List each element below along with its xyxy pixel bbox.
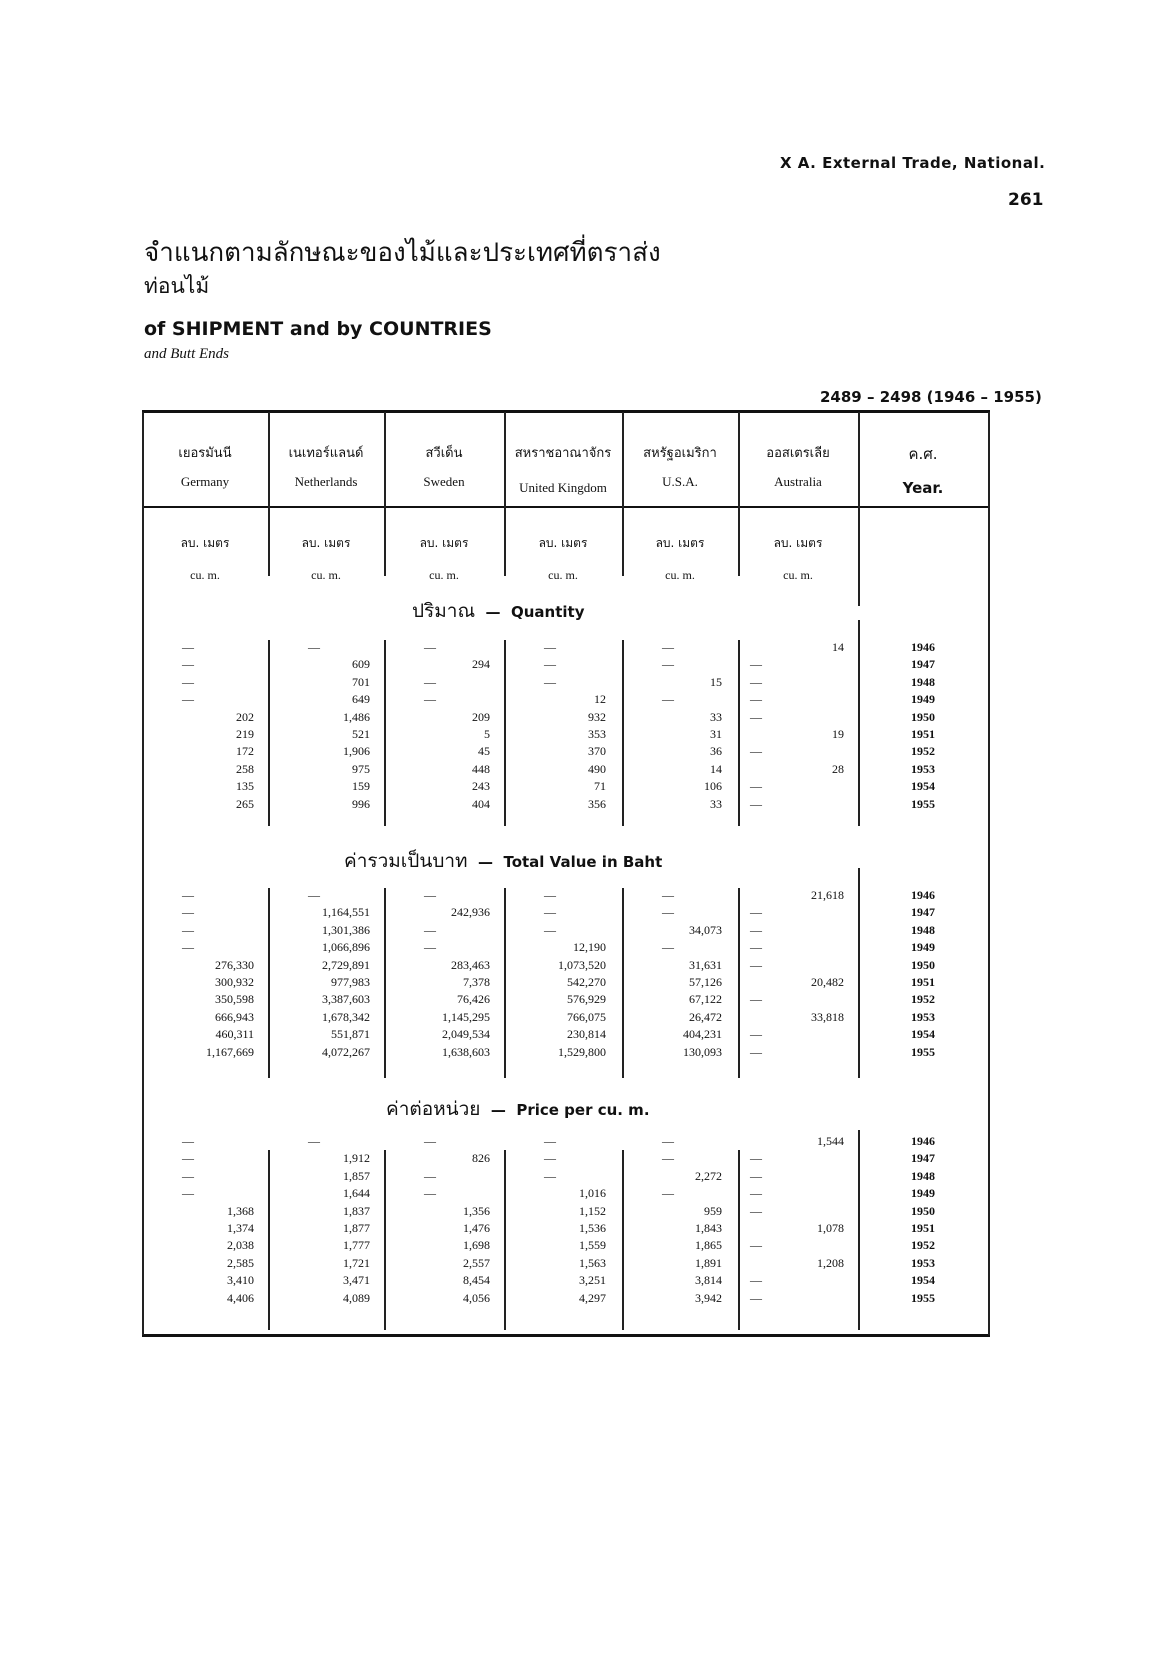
column-header-thai: เยอรมันนี — [178, 446, 232, 461]
table-cell: 826 — [472, 1151, 490, 1166]
table-cell: 1,843 — [695, 1221, 722, 1235]
table-cell: — — [750, 992, 762, 1007]
table-cell: 1,301,386 — [322, 922, 370, 937]
table-cell: 106 — [704, 779, 722, 794]
table-cell: — — [750, 1151, 762, 1166]
table-cell: 1,837 — [343, 1203, 370, 1218]
year-cell: 1952 — [911, 744, 935, 759]
table-cell: — — [182, 1168, 194, 1183]
table-cell: 159 — [352, 779, 370, 794]
table-cell: 3,814 — [695, 1273, 722, 1288]
table-cell: — — [308, 1134, 320, 1148]
table-cell: — — [750, 1238, 762, 1253]
table-cell: — — [750, 940, 762, 955]
table-cell: — — [308, 888, 320, 902]
table-cell: — — [662, 888, 674, 902]
table-cell: — — [662, 1134, 674, 1148]
table-cell: 8,454 — [463, 1273, 490, 1288]
table-cell: 576,929 — [567, 992, 606, 1007]
table-cell: 230,814 — [567, 1027, 606, 1042]
table-cell: 14 — [832, 640, 844, 654]
english-title: of SHIPMENT and by COUNTRIES — [144, 318, 492, 340]
table-cell: — — [424, 888, 436, 902]
year-cell: 1955 — [911, 796, 935, 811]
table-cell: 404 — [472, 796, 490, 811]
table-cell: 3,471 — [343, 1273, 370, 1288]
table-cell: 1,563 — [579, 1255, 606, 1270]
table-cell: 350,598 — [215, 992, 254, 1007]
table-cell: — — [544, 1151, 556, 1166]
year-cell: 1953 — [911, 1255, 935, 1270]
column-header-thai: สวีเด็น — [425, 446, 463, 461]
table-cell: 7,378 — [463, 975, 490, 989]
table-cell: 71 — [594, 779, 606, 794]
column-unit-thai: ลบ. เมตร — [538, 536, 588, 550]
table-cell: — — [424, 1168, 436, 1183]
year-column-divider — [858, 506, 860, 606]
table-cell: — — [662, 640, 674, 654]
table-cell: 1,164,551 — [322, 905, 370, 920]
table-cell: 4,297 — [579, 1290, 606, 1305]
section-title — [412, 596, 584, 626]
table-cell: — — [662, 905, 674, 920]
table-cell: 551,871 — [331, 1027, 370, 1042]
table-cell: — — [544, 922, 556, 937]
column-header-thai: สหราชอาณาจักร — [514, 446, 612, 461]
table-cell: — — [182, 692, 194, 707]
table-cell: 34,073 — [689, 922, 722, 937]
table-cell: 57,126 — [689, 975, 722, 989]
table-cell: — — [750, 957, 762, 972]
table-cell: — — [750, 779, 762, 794]
year-cell: 1955 — [911, 1044, 935, 1059]
table-cell: 31,631 — [689, 957, 722, 972]
section-title-thai: ปริมาณ — [412, 600, 476, 622]
year-cell: 1952 — [911, 992, 935, 1007]
table-cell: — — [544, 1168, 556, 1183]
table-right-border — [988, 412, 990, 1335]
table-cell: 404,231 — [683, 1027, 722, 1042]
year-cell: 1955 — [911, 1290, 935, 1305]
column-header-english: U.S.A. — [662, 474, 698, 489]
column-unit-english: cu. m. — [548, 568, 578, 582]
table-cell: 4,406 — [227, 1290, 254, 1305]
table-cell: — — [750, 674, 762, 689]
table-cell: 666,943 — [215, 1009, 254, 1024]
table-cell: — — [424, 940, 436, 955]
table-cell: — — [182, 657, 194, 672]
year-cell: 1946 — [911, 888, 935, 902]
table-cell: 1,777 — [343, 1238, 370, 1253]
table-cell: 2,038 — [227, 1238, 254, 1253]
table-cell: 5 — [484, 727, 490, 741]
table-cell: 1,891 — [695, 1255, 722, 1270]
table-cell: 36 — [710, 744, 722, 759]
column-header-english: Sweden — [423, 474, 465, 489]
column-header-english: Australia — [774, 474, 822, 489]
table-cell: 1,544 — [817, 1134, 844, 1148]
column-unit-english: cu. m. — [429, 568, 459, 582]
table-cell: 283,463 — [451, 957, 490, 972]
table-cell: 21,618 — [811, 888, 844, 902]
table-cell: — — [662, 657, 674, 672]
table-cell: 1,698 — [463, 1238, 490, 1253]
table-cell: 1,374 — [227, 1221, 254, 1235]
table-cell: — — [544, 1134, 556, 1148]
year-cell: 1949 — [911, 1186, 935, 1201]
table-cell: 1,877 — [343, 1221, 370, 1235]
table-cell: — — [750, 796, 762, 811]
year-cell: 1949 — [911, 940, 935, 955]
table-cell: 135 — [236, 779, 254, 794]
table-cell: — — [750, 1186, 762, 1201]
table-cell: 959 — [704, 1203, 722, 1218]
table-cell: 130,093 — [683, 1044, 722, 1059]
table-cell: — — [750, 709, 762, 724]
section-title-english: Total Value in Baht — [503, 853, 663, 871]
year-cell: 1946 — [911, 640, 935, 654]
year-cell: 1954 — [911, 1027, 935, 1042]
section-title-separator: — — [475, 603, 511, 621]
table-cell: 932 — [588, 709, 606, 724]
table-cell: 258 — [236, 761, 254, 776]
table-cell: 2,272 — [695, 1168, 722, 1183]
year-cell: 1950 — [911, 1203, 935, 1218]
column-unit-english: cu. m. — [783, 568, 813, 582]
table-cell: 3,942 — [695, 1290, 722, 1305]
table-cell: 1,145,295 — [442, 1009, 490, 1024]
table-cell: 28 — [832, 761, 844, 776]
table-cell: — — [182, 940, 194, 955]
column-header-thai: สหรัฐอเมริกา — [643, 446, 717, 461]
table-cell: — — [750, 657, 762, 672]
table-cell: 460,311 — [215, 1027, 254, 1042]
table-cell: — — [750, 1203, 762, 1218]
year-cell: 1946 — [911, 1134, 935, 1148]
table-cell: 19 — [832, 727, 844, 741]
table-cell: 1,356 — [463, 1203, 490, 1218]
table-cell: 1,476 — [463, 1221, 490, 1235]
table-cell: — — [662, 1186, 674, 1201]
table-cell: — — [424, 1186, 436, 1201]
table-cell: 3,387,603 — [322, 992, 370, 1007]
table-cell: 1,078 — [817, 1221, 844, 1235]
table-bottom-rule — [142, 1334, 990, 1337]
table-cell: 1,529,800 — [558, 1044, 606, 1059]
thai-title: จำแนกตามลักษณะของไม้และประเทศที่ตราส่ง — [144, 238, 661, 268]
table-cell: 1,152 — [579, 1203, 606, 1218]
table-cell: — — [750, 1168, 762, 1183]
table-cell: — — [750, 1044, 762, 1059]
column-unit-english: cu. m. — [190, 568, 220, 582]
table-cell: 1,912 — [343, 1151, 370, 1166]
table-cell: 2,729,891 — [322, 957, 370, 972]
table-cell: — — [182, 922, 194, 937]
table-cell: — — [750, 1027, 762, 1042]
table-cell: — — [182, 640, 194, 654]
table-cell: 448 — [472, 761, 490, 776]
table-cell: 67,122 — [689, 992, 722, 1007]
table-cell: 649 — [352, 692, 370, 707]
table-cell: 356 — [588, 796, 606, 811]
table-cell: 353 — [588, 727, 606, 741]
table-cell: 2,557 — [463, 1255, 490, 1270]
table-cell: 1,865 — [695, 1238, 722, 1253]
table-cell: — — [544, 640, 556, 654]
section-title-separator: — — [480, 1101, 517, 1119]
table-cell: — — [424, 674, 436, 689]
table-cell: — — [544, 657, 556, 672]
table-cell: 766,075 — [567, 1009, 606, 1024]
year-cell: 1954 — [911, 779, 935, 794]
table-cell: — — [662, 940, 674, 955]
table-cell: 609 — [352, 657, 370, 672]
table-cell: — — [750, 692, 762, 707]
table-cell: 300,932 — [215, 975, 254, 989]
section-title — [344, 846, 662, 876]
table-cell: 1,857 — [343, 1168, 370, 1183]
table-cell: 15 — [710, 674, 722, 689]
table-cell: — — [544, 888, 556, 902]
table-cell: 14 — [710, 761, 722, 776]
table-cell: 172 — [236, 744, 254, 759]
year-cell: 1954 — [911, 1273, 935, 1288]
table-cell: 1,644 — [343, 1186, 370, 1201]
table-cell: 3,410 — [227, 1273, 254, 1288]
table-cell: — — [544, 905, 556, 920]
table-cell: 3,251 — [579, 1273, 606, 1288]
table-cell: 243 — [472, 779, 490, 794]
table-cell: 977,983 — [331, 975, 370, 989]
table-cell: 4,056 — [463, 1290, 490, 1305]
table-cell: — — [424, 1134, 436, 1148]
column-unit-thai: ลบ. เมตร — [773, 536, 823, 550]
table-cell: 1,167,669 — [206, 1044, 254, 1059]
table-cell: 1,678,342 — [322, 1009, 370, 1024]
table-cell: 1,559 — [579, 1238, 606, 1253]
table-cell: — — [182, 905, 194, 920]
year-cell: 1947 — [911, 657, 935, 672]
year-cell: 1951 — [911, 727, 935, 741]
table-cell: 219 — [236, 727, 254, 741]
thai-subtitle: ท่อนไม้ — [144, 274, 210, 298]
table-cell: 26,472 — [689, 1009, 722, 1024]
table-cell: 76,426 — [457, 992, 490, 1007]
table-cell: — — [544, 674, 556, 689]
year-cell: 1947 — [911, 905, 935, 920]
column-unit-thai: ลบ. เมตร — [301, 536, 351, 550]
table-cell: — — [750, 744, 762, 759]
table-cell: 542,270 — [567, 975, 606, 989]
table-cell: 33,818 — [811, 1009, 844, 1024]
table-cell: 2,585 — [227, 1255, 254, 1270]
section-title-english: Price per cu. m. — [516, 1101, 650, 1119]
table-cell: 1,066,896 — [322, 940, 370, 955]
table-cell: — — [750, 922, 762, 937]
table-cell: 209 — [472, 709, 490, 724]
year-cell: 1952 — [911, 1238, 935, 1253]
table-cell: 4,072,267 — [322, 1044, 370, 1059]
table-cell: 1,016 — [579, 1186, 606, 1201]
table-cell: — — [424, 640, 436, 654]
section-title-separator: — — [467, 853, 504, 871]
english-subtitle: and Butt Ends — [144, 346, 229, 362]
table-cell: 12,190 — [573, 940, 606, 955]
table-cell: 701 — [352, 674, 370, 689]
table-cell: — — [662, 1151, 674, 1166]
column-header-thai: ค.ศ. — [908, 445, 938, 463]
table-cell: 975 — [352, 761, 370, 776]
column-unit-english: cu. m. — [311, 568, 341, 582]
table-cell: 294 — [472, 657, 490, 672]
table-cell: 20,482 — [811, 975, 844, 989]
table-cell: 45 — [478, 744, 490, 759]
table-cell: 370 — [588, 744, 606, 759]
year-cell: 1953 — [911, 761, 935, 776]
table-cell: — — [182, 1151, 194, 1166]
table-cell: 1,536 — [579, 1221, 606, 1235]
table-cell: — — [182, 674, 194, 689]
year-cell: 1949 — [911, 692, 935, 707]
column-unit-thai: ลบ. เมตร — [419, 536, 469, 550]
table-cell: 31 — [710, 727, 722, 741]
year-cell: 1948 — [911, 922, 935, 937]
table-cell: — — [750, 1290, 762, 1305]
year-cell: 1950 — [911, 957, 935, 972]
table-cell: 996 — [352, 796, 370, 811]
column-header-thai: เนเทอร์แลนด์ — [288, 446, 364, 461]
table-cell: 490 — [588, 761, 606, 776]
table-cell: 33 — [710, 796, 722, 811]
page-number: 261 — [1008, 190, 1044, 210]
year-range: 2489 – 2498 (1946 – 1955) — [820, 388, 1042, 406]
table-cell: — — [182, 1134, 194, 1148]
table-cell: — — [750, 905, 762, 920]
year-cell: 1947 — [911, 1151, 935, 1166]
column-unit-thai: ลบ. เมตร — [655, 536, 705, 550]
table-cell: 1,906 — [343, 744, 370, 759]
table-cell: 1,486 — [343, 709, 370, 724]
table-cell: 242,936 — [451, 905, 490, 920]
table-cell: 1,368 — [227, 1203, 254, 1218]
table-cell: 202 — [236, 709, 254, 724]
column-header-english: Germany — [180, 474, 230, 489]
table-cell: — — [424, 922, 436, 937]
column-header-english: United Kingdom — [519, 480, 607, 495]
section-title-thai: ค่าต่อหน่วย — [386, 1098, 481, 1120]
table-cell: — — [182, 1186, 194, 1201]
column-unit-english: cu. m. — [665, 568, 695, 582]
year-cell: 1948 — [911, 674, 935, 689]
year-cell: 1951 — [911, 975, 935, 989]
column-unit-thai: ลบ. เมตร — [180, 536, 230, 550]
table-cell: 521 — [352, 727, 370, 741]
table-cell: — — [308, 640, 320, 654]
table-cell: 1,721 — [343, 1255, 370, 1270]
column-header-english: Year. — [902, 479, 944, 497]
table-cell: 1,208 — [817, 1255, 844, 1270]
table-cell: 2,049,534 — [442, 1027, 490, 1042]
section-title — [386, 1094, 650, 1124]
table-cell: 12 — [594, 692, 606, 707]
table-cell: 4,089 — [343, 1290, 370, 1305]
table-cell: — — [182, 888, 194, 902]
section-title-english: Quantity — [510, 603, 585, 621]
table-cell: 276,330 — [215, 957, 254, 972]
year-cell: 1948 — [911, 1168, 935, 1183]
table-cell: 1,073,520 — [558, 957, 606, 972]
column-divider — [738, 1150, 740, 1330]
year-cell: 1950 — [911, 709, 935, 724]
table-cell: 1,638,603 — [442, 1044, 490, 1059]
year-cell: 1953 — [911, 1009, 935, 1024]
table-cell: — — [750, 1273, 762, 1288]
column-header-thai: ออสเตรเลีย — [766, 446, 830, 461]
table-cell: — — [662, 692, 674, 707]
table-cell: 265 — [236, 796, 254, 811]
table-cell: 33 — [710, 709, 722, 724]
table-cell: — — [424, 692, 436, 707]
column-header-english: Netherlands — [294, 474, 358, 489]
year-cell: 1951 — [911, 1221, 935, 1235]
section-title-thai: ค่ารวมเป็นบาท — [344, 850, 468, 872]
page-section-label: X A. External Trade, National. — [780, 154, 1046, 172]
